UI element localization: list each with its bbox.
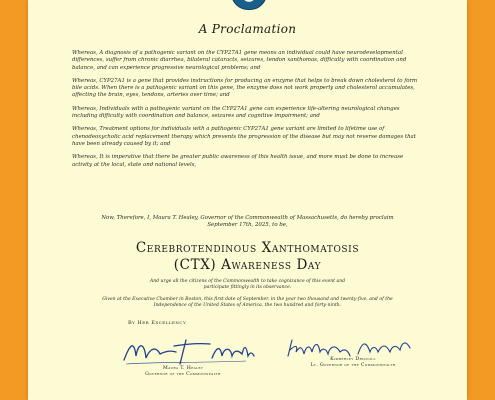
given-at-text: Given at the Executive Chamber in Boston, this first date of September, in the year two thousand and twenty-five, and of the Independence of the United States of America, the two hundred and forty-ninth. (102, 297, 393, 309)
awareness-day-title: Cerebrotendinous Xanthomatosis (135, 240, 360, 256)
lt-governor-title: Lt. Governor of the Commonwealth (310, 363, 396, 368)
whereas-clause: Whereas, Individuals with a pathogenic variant on the CYP27A1 gene can experience life-altering neurological changes including difficulty with coordination and balance, seizures and cognitive impairment; and (72, 105, 400, 120)
urge-citizens-text: And urge all the citizens of the Commonwealth to take cognizance of this event and participate fittingly in its observance. (149, 279, 346, 291)
governor-title: Governor of the Commonwealth (145, 372, 221, 377)
whereas-clauses (72, 50, 424, 175)
whereas-clause: Whereas, CYP27A1 is a gene that provides instructions for producing an enzyme that helps to break down cholesterol to form bile acids. When there is a pathogenic variant on this gene, the enzyme does not work properly and cholesterol accumulates, affecting the brain, eyes, tendons, arteries over time; and (72, 77, 418, 99)
whereas-clause: Whereas, A diagnosis of a pathogenic variant on the CYP27A1 gene means an individual could have neurodevelopmental differences, suffer from chronic diarrhea, bilateral cataracts, seizures, tendon xanthomas, difficulty with coordination and balance, and can experience progressive neurological problems; and (72, 50, 407, 71)
whereas-clause: Whereas, It is imperative that there be greater public awareness of this health issue, and more must be done to increase activity at the local, state and national levels, (72, 154, 404, 168)
by-her-excellency-label: By Her Excellency (128, 320, 187, 326)
proclaim-statement: Now, Therefore, I, Maura T. Healey, Governor of the Commonwealth of Massachusetts, do hereby proclaim September 17th, 2025, to be, (101, 215, 394, 229)
proclamation-heading: A Proclamation (198, 22, 297, 36)
governor-signature-block (108, 366, 258, 378)
lt-governor-name: Kimberley Driscoll (330, 357, 376, 362)
lt-governor-signature-block (268, 357, 438, 369)
governor-name: Maura T. Healey (162, 366, 204, 371)
awareness-day-subtitle: (CTX) Awareness Day (173, 257, 322, 273)
state-seal-icon (231, 0, 267, 10)
proclamation-document (28, 0, 467, 400)
whereas-clause: Whereas, Treatment options for individuals with a pathogenic CYP27A1 gene variant are limited to lifetime use of chenodeoxycholic acid replacement therapy which prevents the progression of the disease but may not reverse damages that have been already caused by it; and (72, 126, 416, 147)
governor-signature (116, 334, 256, 370)
